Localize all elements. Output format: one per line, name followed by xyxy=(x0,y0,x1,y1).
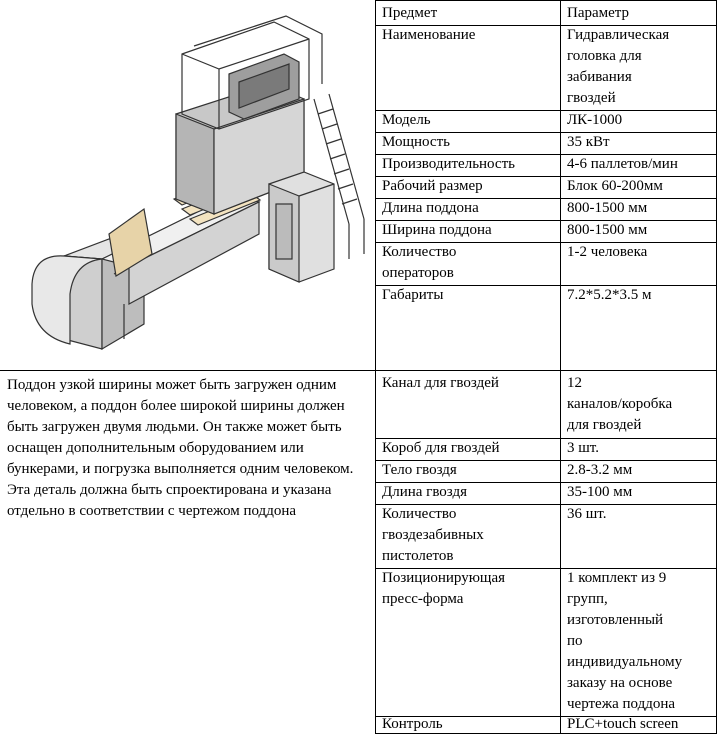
row-name-value: Гидравлическая головка для забивания гвоздей xyxy=(567,27,670,106)
row-dimensions-label: Габариты xyxy=(382,287,444,303)
row-name-label: Наименование xyxy=(382,27,476,43)
row-pallet-width-label: Ширина поддона xyxy=(382,222,492,238)
row-power-label: Мощность xyxy=(382,134,450,150)
row-working-size-value: Блок 60-200мм xyxy=(567,178,663,194)
nailing-machine-illustration xyxy=(4,4,370,366)
header-item: Предмет xyxy=(382,5,438,21)
row-nail-guns-value: 36 шт. xyxy=(567,506,607,522)
row-productivity-label: Производительность xyxy=(382,156,515,172)
row-nail-body-label: Тело гвоздя xyxy=(382,462,457,478)
row-nail-box-value: 3 шт. xyxy=(567,440,599,456)
row-working-size-label: Рабочий размер xyxy=(382,178,483,194)
row-model-label: Модель xyxy=(382,112,431,128)
row-power-value: 35 кВт xyxy=(567,134,610,150)
row-positioning-mold-value: 1 комплект из 9 групп, изготовленный по индивидуальному заказу на основе чертежа поддона xyxy=(567,570,683,712)
row-control-value: PLC+touch screen xyxy=(567,716,679,732)
row-positioning-mold-label: Позиционирующая пресс-форма xyxy=(382,570,506,607)
row-nail-channel-label: Канал для гвоздей xyxy=(382,375,499,391)
row-pallet-length-label: Длина поддона xyxy=(382,200,479,216)
row-productivity-value: 4-6 паллетов/мин xyxy=(567,156,678,172)
row-operators-label: Количество операторов xyxy=(382,244,457,281)
row-pallet-length-value: 800-1500 мм xyxy=(567,200,648,216)
row-control-label: Контроль xyxy=(382,716,443,732)
row-dimensions-value: 7.2*5.2*3.5 м xyxy=(567,287,652,303)
row-pallet-width-value: 800-1500 мм xyxy=(567,222,648,238)
row-nail-body-value: 2.8-3.2 мм xyxy=(567,462,633,478)
description-text: Поддон узкой ширины может быть загружен одним человеком, а поддон более широкой ширины должен быть загружен двумя людьми. Он также может быть оснащен дополнительным оборудованием или бункерами, и погрузка выполняется одним человеком. Эта деталь должна быть спроектирована и указана отдельно в соответствии с чертежом поддона xyxy=(7,377,354,519)
row-nail-guns-label: Количество гвоздезабивных пистолетов xyxy=(382,506,484,564)
row-nail-channel-value: 12 каналов/коробка для гвоздей xyxy=(567,375,673,433)
row-nail-box-label: Короб для гвоздей xyxy=(382,440,500,456)
row-nail-length-value: 35-100 мм xyxy=(567,484,633,500)
row-operators-value: 1-2 человека xyxy=(567,244,648,260)
row-nail-length-label: Длина гвоздя xyxy=(382,484,467,500)
row-model-value: ЛК-1000 xyxy=(567,112,623,128)
header-parameter: Параметр xyxy=(567,5,630,21)
